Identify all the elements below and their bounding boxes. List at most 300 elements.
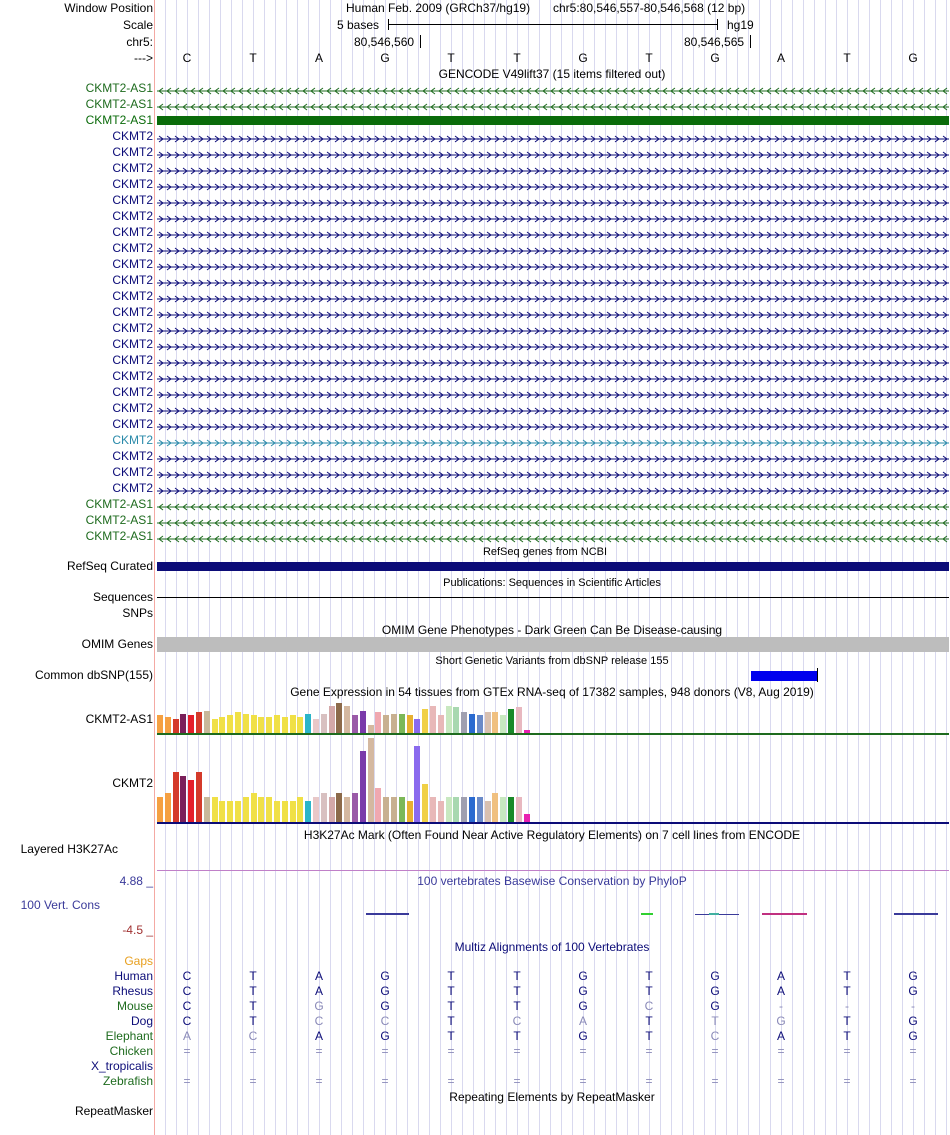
gencode-row-label[interactable]: CKMT2 xyxy=(112,129,153,143)
gencode-row-label[interactable]: CKMT2 xyxy=(112,465,153,479)
gtex-ckmt2-tissue-bar[interactable] xyxy=(329,797,335,822)
gtex-ckmt2-tissue-bar[interactable] xyxy=(438,801,444,822)
gencode-row-label[interactable]: CKMT2 xyxy=(112,193,153,207)
species-label[interactable]: Rhesus xyxy=(112,984,153,998)
scale-label: Scale xyxy=(122,18,153,32)
alignment-base: T xyxy=(249,1014,257,1028)
gtex-ckmt2-as1-tissue-bar[interactable] xyxy=(227,715,233,733)
gtex-ckmt2-tissue-bar[interactable] xyxy=(360,751,366,822)
gtex-ckmt2-as1-tissue-bar[interactable] xyxy=(344,706,350,733)
gencode-transcript[interactable] xyxy=(157,404,949,412)
gtex-ckmt2-tissue-bar[interactable] xyxy=(251,793,257,822)
alignment-base: = xyxy=(447,1044,455,1058)
coord-left-tick xyxy=(420,35,421,48)
gtex-ckmt2-as1-tissue-bar[interactable] xyxy=(258,717,264,733)
alignment-base: = xyxy=(447,1074,455,1088)
gtex-ckmt2-tissue-bar[interactable] xyxy=(212,797,218,822)
strand-arrows xyxy=(157,87,949,95)
sequences-label[interactable]: Sequences xyxy=(92,590,153,604)
alignment-base: C xyxy=(710,1029,720,1043)
gencode-row-label[interactable]: CKMT2 xyxy=(112,241,153,255)
strand-arrows xyxy=(157,407,949,415)
gencode-transcript[interactable] xyxy=(157,244,949,252)
strand-arrows xyxy=(157,311,949,319)
gtex-ckmt2-as1-tissue-bar[interactable] xyxy=(266,717,272,733)
species-label[interactable]: Mouse xyxy=(116,999,153,1013)
alignment-base: = xyxy=(711,1074,719,1088)
alignment-base: - xyxy=(845,999,849,1013)
h3k27ac-title[interactable]: H3K27Ac Mark (Often Found Near Active Regulatory Elements) on 7 cell lines from ENCODE xyxy=(303,828,801,842)
repeatmasker-label[interactable]: RepeatMasker xyxy=(74,1104,153,1118)
gtex-ckmt2-tissue-bar[interactable] xyxy=(524,814,530,822)
gencode-row-label[interactable]: CKMT2 xyxy=(112,225,153,239)
gencode-row-label[interactable]: CKMT2-AS1 xyxy=(85,497,153,511)
gtex-ckmt2-tissue-bar[interactable] xyxy=(492,793,498,822)
multiz-title[interactable]: Multiz Alignments of 100 Vertebrates xyxy=(454,940,650,954)
strand-arrows xyxy=(157,215,949,223)
gtex-ckmt2-as1-tissue-bar[interactable] xyxy=(290,715,296,733)
gtex-ckmt2-tissue-bar[interactable] xyxy=(196,772,202,822)
gencode-row-label[interactable]: CKMT2 xyxy=(112,401,153,415)
strand-arrows xyxy=(157,151,949,159)
strand-arrows xyxy=(157,471,949,479)
alignment-base: C xyxy=(314,1014,324,1028)
gtex-ckmt2-as1-tissue-bar[interactable] xyxy=(336,703,342,733)
gtex-ckmt2-tissue-bar[interactable] xyxy=(290,801,296,822)
alignment-base: T xyxy=(447,984,455,998)
gtex-ckmt2-tissue-bar[interactable] xyxy=(422,784,428,822)
gtex-ckmt2-as1-tissue-bar[interactable] xyxy=(219,717,225,733)
gtex-ckmt2-tissue-bar[interactable] xyxy=(297,797,303,822)
alignment-base: = xyxy=(909,1044,917,1058)
publications-line xyxy=(157,597,949,598)
gtex-ckmt2-as1-tissue-bar[interactable] xyxy=(173,719,179,733)
alignment-base: T xyxy=(645,1014,653,1028)
alignment-base: G xyxy=(380,1029,390,1043)
gencode-transcript[interactable] xyxy=(157,500,949,508)
repeatmasker-title[interactable]: Repeating Elements by RepeatMasker xyxy=(449,1090,655,1104)
gtex-ckmt2-as1-tissue-bar[interactable] xyxy=(508,709,514,733)
alignment-base: = xyxy=(315,1074,323,1088)
dbsnp-label[interactable]: Common dbSNP(155) xyxy=(34,668,153,682)
base-letter: T xyxy=(249,51,257,65)
strand-arrows xyxy=(157,295,949,303)
chr-label: chr5: xyxy=(126,35,153,49)
alignment-base: T xyxy=(513,999,521,1013)
position-text: chr5:80,546,557-80,546,568 (12 bp) xyxy=(553,1,746,15)
gtex-ckmt2-as1-tissue-bar[interactable] xyxy=(485,712,491,733)
snps-label[interactable]: SNPs xyxy=(122,606,153,620)
alignment-base: G xyxy=(578,999,588,1013)
gtex-ckmt2-tissue-bar[interactable] xyxy=(282,801,288,822)
gencode-transcript[interactable] xyxy=(157,196,949,204)
gencode-transcript[interactable] xyxy=(157,132,949,140)
gtex-ckmt2-tissue-bar[interactable] xyxy=(453,797,459,822)
species-label[interactable]: Dog xyxy=(130,1014,153,1028)
gtex-ckmt2-tissue-bar[interactable] xyxy=(383,797,389,822)
phylop-signal-1 xyxy=(366,913,409,915)
h3k27ac-label[interactable]: Layered H3K27Ac xyxy=(20,842,118,856)
refseq-title[interactable]: RefSeq genes from NCBI xyxy=(482,546,608,558)
alignment-base: C xyxy=(182,999,192,1013)
gencode-transcript[interactable] xyxy=(157,452,949,460)
gtex-ckmt2-tissue-bar[interactable] xyxy=(446,797,452,822)
gencode-row-label[interactable]: CKMT2 xyxy=(112,305,153,319)
gtex-ckmt2-tissue-bar[interactable] xyxy=(508,797,514,822)
gencode-row-label[interactable]: CKMT2 xyxy=(112,145,153,159)
gencode-transcript[interactable] xyxy=(157,84,949,92)
species-label[interactable]: Chicken xyxy=(109,1044,153,1058)
phylop-signal-4 xyxy=(709,913,719,915)
gencode-transcript[interactable] xyxy=(157,484,949,492)
strand-arrows xyxy=(157,263,949,271)
alignment-base: C xyxy=(512,1014,522,1028)
omim-title[interactable]: OMIM Gene Phenotypes - Dark Green Can Be Disease-causing xyxy=(381,623,723,637)
gtex-ckmt2-as1-tissue-bar[interactable] xyxy=(368,725,374,733)
gencode-transcript[interactable] xyxy=(157,276,949,284)
publications-title[interactable]: Publications: Sequences in Scientific Articles xyxy=(443,577,661,589)
gtex-ckmt2-tissue-bar[interactable] xyxy=(352,793,358,822)
gtex-ckmt2-tissue-bar[interactable] xyxy=(258,797,264,822)
gtex-ckmt2-tissue-bar[interactable] xyxy=(313,797,319,822)
gtex-ckmt2-tissue-bar[interactable] xyxy=(243,797,249,822)
gencode-transcript[interactable] xyxy=(157,532,949,540)
alignment-base: = xyxy=(579,1074,587,1088)
strand-arrows xyxy=(157,231,949,239)
gtex-ckmt2-tissue-bar[interactable] xyxy=(157,797,163,822)
gtex-ckmt2-as1-tissue-bar[interactable] xyxy=(157,715,163,733)
strand-arrows xyxy=(157,423,949,431)
gencode-row-label[interactable]: CKMT2 xyxy=(112,337,153,351)
gtex-ckmt2-as1-tissue-bar[interactable] xyxy=(461,712,467,733)
gencode-row-label[interactable]: CKMT2 xyxy=(112,417,153,431)
alignment-base: = xyxy=(645,1044,653,1058)
alignment-base: G xyxy=(908,984,918,998)
gtex-ckmt2-as1-label[interactable]: CKMT2-AS1 xyxy=(85,712,153,726)
gtex-ckmt2-as1-tissue-bar[interactable] xyxy=(422,709,428,733)
gencode-row-label[interactable]: CKMT2-AS1 xyxy=(85,97,153,111)
gencode-title[interactable]: GENCODE V49lift37 (15 items filtered out) xyxy=(438,67,666,81)
alignment-base: = xyxy=(843,1074,851,1088)
alignment-base: T xyxy=(843,984,851,998)
gencode-transcript[interactable] xyxy=(157,212,949,220)
dbsnp-title[interactable]: Short Genetic Variants from dbSNP release 155 xyxy=(435,655,669,667)
alignment-base: C xyxy=(182,984,192,998)
omim-label[interactable]: OMIM Genes xyxy=(81,637,153,651)
alignment-base: = xyxy=(513,1044,521,1058)
base-letter: A xyxy=(314,51,323,65)
alignment-base: A xyxy=(314,984,323,998)
alignment-base: A xyxy=(776,969,785,983)
strand-label[interactable]: ---> xyxy=(134,51,153,65)
alignment-base: = xyxy=(381,1074,389,1088)
gtex-ckmt2-as1-tissue-bar[interactable] xyxy=(383,715,389,733)
base-letter: T xyxy=(513,51,521,65)
gtex-ckmt2-as1-tissue-bar[interactable] xyxy=(492,712,498,733)
db-text: hg19 xyxy=(727,18,754,32)
gencode-transcript[interactable] xyxy=(157,324,949,332)
gtex-ckmt2-as1-tissue-bar[interactable] xyxy=(352,715,358,733)
alignment-base: G xyxy=(710,999,720,1013)
gtex-ckmt2-as1-tissue-bar[interactable] xyxy=(321,714,327,733)
gaps-label[interactable]: Gaps xyxy=(124,954,153,968)
gencode-row-label[interactable]: CKMT2 xyxy=(112,385,153,399)
alignment-base: C xyxy=(644,999,654,1013)
coord-right: 80,546,565 xyxy=(684,35,745,49)
strand-arrows xyxy=(157,535,949,543)
alignment-base: T xyxy=(447,1029,455,1043)
phylop-label[interactable]: 100 Vert. Cons xyxy=(20,898,100,912)
gtex-ckmt2-tissue-bar[interactable] xyxy=(477,797,483,822)
gtex-ckmt2-tissue-bar[interactable] xyxy=(391,797,397,822)
gtex-ckmt2-tissue-bar[interactable] xyxy=(336,793,342,822)
gencode-transcript[interactable] xyxy=(157,228,949,236)
alignment-base: T xyxy=(249,969,257,983)
gencode-row-label[interactable]: CKMT2 xyxy=(112,273,153,287)
alignment-base: T xyxy=(447,969,455,983)
gtex-ckmt2-tissue-bar[interactable] xyxy=(461,797,467,822)
alignment-base: = xyxy=(183,1074,191,1088)
gtex-ckmt2-as1-tissue-bar[interactable] xyxy=(399,714,405,733)
alignment-base: C xyxy=(182,969,192,983)
species-label[interactable]: Zebrafish xyxy=(102,1074,153,1088)
scale-bar-right-tick xyxy=(717,19,718,30)
gencode-row-label[interactable]: CKMT2 xyxy=(112,369,153,383)
alignment-base: C xyxy=(248,1029,258,1043)
alignment-base: T xyxy=(711,1014,719,1028)
gtex-ckmt2-tissue-bar[interactable] xyxy=(375,788,381,822)
omim-bar[interactable] xyxy=(157,637,949,652)
alignment-base: = xyxy=(909,1074,917,1088)
gtex-ckmt2-tissue-bar[interactable] xyxy=(235,801,241,822)
gtex-ckmt2-tissue-bar[interactable] xyxy=(219,801,225,822)
gtex-ckmt2-as1-tissue-bar[interactable] xyxy=(446,706,452,733)
gtex-ckmt2-as1-tissue-bar[interactable] xyxy=(235,712,241,733)
alignment-base: = xyxy=(711,1044,719,1058)
gtex-ckmt2-as1-tissue-bar[interactable] xyxy=(305,714,311,733)
gtex-ckmt2-label[interactable]: CKMT2 xyxy=(112,776,153,790)
gtex-ckmt2-as1-tissue-bar[interactable] xyxy=(188,715,194,733)
gtex-title[interactable]: Gene Expression in 54 tissues from GTEx RNA-seq of 17382 samples, 948 donors (V8, Aug 2019) xyxy=(290,685,814,699)
base-letter: T xyxy=(645,51,653,65)
gtex-ckmt2-tissue-bar[interactable] xyxy=(305,801,311,822)
base-letter: G xyxy=(710,51,720,65)
alignment-base: A xyxy=(314,1029,323,1043)
gencode-transcript[interactable] xyxy=(157,372,949,380)
alignment-base: = xyxy=(183,1044,191,1058)
gencode-transcript[interactable] xyxy=(157,308,949,316)
alignment-base: A xyxy=(776,984,785,998)
strand-arrows xyxy=(157,183,949,191)
gtex-ckmt2-tissue-bar[interactable] xyxy=(368,738,374,822)
base-letter: T xyxy=(447,51,455,65)
alignment-base: G xyxy=(380,969,390,983)
gencode-transcript[interactable] xyxy=(157,180,949,188)
gtex-ckmt2-as1-tissue-bar[interactable] xyxy=(414,719,420,733)
gtex-ckmt2-as1-tissue-bar[interactable] xyxy=(430,706,436,733)
gencode-transcript[interactable] xyxy=(157,164,949,172)
gencode-row-label[interactable]: CKMT2 xyxy=(112,449,153,463)
gtex-ckmt2-as1-tissue-bar[interactable] xyxy=(196,712,202,733)
gencode-row-label[interactable]: CKMT2 xyxy=(112,257,153,271)
gtex-ckmt2-tissue-bar[interactable] xyxy=(321,793,327,822)
gencode-row-label[interactable]: CKMT2 xyxy=(112,321,153,335)
species-label[interactable]: Elephant xyxy=(105,1029,153,1043)
gtex-ckmt2-as1-tissue-bar[interactable] xyxy=(274,715,280,733)
gtex-ckmt2-as1-tissue-bar[interactable] xyxy=(391,714,397,733)
refseq-bar[interactable] xyxy=(157,562,949,571)
alignment-base: = xyxy=(249,1074,257,1088)
strand-arrows xyxy=(157,359,949,367)
alignment-base: G xyxy=(380,999,390,1013)
strand-arrows xyxy=(157,247,949,255)
alignment-base: G xyxy=(908,1014,918,1028)
gtex-ckmt2-as1-tissue-bar[interactable] xyxy=(243,714,249,733)
gencode-transcript[interactable] xyxy=(157,388,949,396)
gtex-ckmt2-tissue-bar[interactable] xyxy=(204,797,210,822)
window-position-label: Window Position xyxy=(64,1,153,15)
gtex-ckmt2-tissue-bar[interactable] xyxy=(469,797,475,822)
alignment-base: = xyxy=(315,1044,323,1058)
gencode-row-label[interactable]: CKMT2-AS1 xyxy=(85,529,153,543)
gencode-transcript[interactable] xyxy=(157,340,949,348)
phylop-signal-2 xyxy=(641,913,653,915)
gtex-ckmt2-tissue-bar[interactable] xyxy=(485,801,491,822)
alignment-base: T xyxy=(513,984,521,998)
gtex-ckmt2-as1-baseline xyxy=(157,733,949,735)
scale-bar xyxy=(388,24,718,25)
base-letter: T xyxy=(843,51,851,65)
h3k27ac-baseline xyxy=(157,870,949,871)
gencode-row-label[interactable]: CKMT2 xyxy=(112,289,153,303)
gtex-ckmt2-as1-tissue-bar[interactable] xyxy=(165,717,171,733)
gtex-ckmt2-tissue-bar[interactable] xyxy=(165,793,171,822)
alignment-base: G xyxy=(908,969,918,983)
gtex-ckmt2-as1-tissue-bar[interactable] xyxy=(360,711,366,733)
gencode-row-label[interactable]: CKMT2 xyxy=(112,177,153,191)
gencode-row-label[interactable]: CKMT2 xyxy=(112,209,153,223)
gencode-row-label[interactable]: CKMT2-AS1 xyxy=(85,113,153,127)
alignment-base: T xyxy=(447,999,455,1013)
gencode-transcript[interactable] xyxy=(157,436,949,444)
gtex-ckmt2-as1-tissue-bar[interactable] xyxy=(313,719,319,733)
gtex-ckmt2-tissue-bar[interactable] xyxy=(414,746,420,822)
alignment-base: A xyxy=(182,1029,191,1043)
phylop-signal-6 xyxy=(894,913,938,915)
gencode-row-label[interactable]: CKMT2 xyxy=(112,161,153,175)
gtex-ckmt2-as1-tissue-bar[interactable] xyxy=(477,715,483,733)
gencode-transcript[interactable] xyxy=(157,148,949,156)
refseq-label[interactable]: RefSeq Curated xyxy=(66,559,153,573)
phylop-max: 4.88 _ xyxy=(119,874,153,888)
coord-right-tick xyxy=(750,35,751,48)
gencode-transcript[interactable] xyxy=(157,260,949,268)
gtex-ckmt2-tissue-bar[interactable] xyxy=(266,797,272,822)
gtex-ckmt2-as1-tissue-bar[interactable] xyxy=(375,712,381,733)
alignment-base: T xyxy=(843,1029,851,1043)
alignment-base: G xyxy=(578,1029,588,1043)
dbsnp-feature[interactable] xyxy=(751,671,817,681)
gencode-row-label[interactable]: CKMT2 xyxy=(112,481,153,495)
gtex-ckmt2-as1-tissue-bar[interactable] xyxy=(204,711,210,733)
alignment-base: = xyxy=(513,1074,521,1088)
strand-arrows xyxy=(157,343,949,351)
alignment-base: T xyxy=(843,1014,851,1028)
gencode-transcript[interactable] xyxy=(157,356,949,364)
gtex-ckmt2-as1-tissue-bar[interactable] xyxy=(516,707,522,733)
gtex-ckmt2-tissue-bar[interactable] xyxy=(173,772,179,822)
gtex-ckmt2-as1-tissue-bar[interactable] xyxy=(212,719,218,733)
dbsnp-feature-end xyxy=(817,668,818,682)
gencode-transcript[interactable] xyxy=(157,100,949,108)
alignment-base: T xyxy=(513,1029,521,1043)
gtex-ckmt2-as1-tissue-bar[interactable] xyxy=(297,717,303,733)
alignment-base: G xyxy=(908,1029,918,1043)
alignment-base: = xyxy=(579,1044,587,1058)
gencode-transcript[interactable] xyxy=(157,516,949,524)
alignment-base: C xyxy=(182,1014,192,1028)
gencode-transcript[interactable] xyxy=(157,292,949,300)
strand-arrows xyxy=(157,391,949,399)
gencode-row-label[interactable]: CKMT2-AS1 xyxy=(85,81,153,95)
gtex-ckmt2-as1-tissue-bar[interactable] xyxy=(500,715,506,733)
strand-arrows xyxy=(157,375,949,383)
gtex-ckmt2-as1-tissue-bar[interactable] xyxy=(329,706,335,733)
gencode-transcript[interactable] xyxy=(157,116,949,125)
gtex-ckmt2-tissue-bar[interactable] xyxy=(344,797,350,822)
gtex-ckmt2-as1-tissue-bar[interactable] xyxy=(407,715,413,733)
gtex-ckmt2-tissue-bar[interactable] xyxy=(180,776,186,822)
gencode-row-label[interactable]: CKMT2-AS1 xyxy=(85,513,153,527)
alignment-base: G xyxy=(578,984,588,998)
alignment-base: G xyxy=(710,984,720,998)
gtex-ckmt2-tissue-bar[interactable] xyxy=(274,801,280,822)
gtex-ckmt2-as1-tissue-bar[interactable] xyxy=(251,715,257,733)
gtex-ckmt2-as1-tissue-bar[interactable] xyxy=(438,715,444,733)
phylop-title[interactable]: 100 vertebrates Basewise Conservation by PhyloP xyxy=(417,874,687,888)
strand-arrows xyxy=(157,103,949,111)
gtex-ckmt2-as1-tissue-bar[interactable] xyxy=(453,707,459,733)
gtex-ckmt2-tissue-bar[interactable] xyxy=(188,780,194,822)
base-letter: C xyxy=(182,51,192,65)
alignment-base: T xyxy=(645,969,653,983)
gtex-ckmt2-as1-tissue-bar[interactable] xyxy=(180,714,186,733)
alignment-base: T xyxy=(843,969,851,983)
gtex-ckmt2-tissue-bar[interactable] xyxy=(407,801,413,822)
gtex-ckmt2-tissue-bar[interactable] xyxy=(227,801,233,822)
strand-arrows xyxy=(157,327,949,335)
gtex-ckmt2-as1-tissue-bar[interactable] xyxy=(282,717,288,733)
gtex-ckmt2-tissue-bar[interactable] xyxy=(516,797,522,822)
gtex-ckmt2-as1-tissue-bar[interactable] xyxy=(469,714,475,733)
alignment-base: T xyxy=(645,984,653,998)
gtex-ckmt2-tissue-bar[interactable] xyxy=(500,797,506,822)
alignment-base: G xyxy=(380,984,390,998)
gencode-transcript[interactable] xyxy=(157,420,949,428)
gtex-ckmt2-tissue-bar[interactable] xyxy=(399,797,405,822)
gtex-ckmt2-tissue-bar[interactable] xyxy=(430,797,436,822)
alignment-base: G xyxy=(776,1014,786,1028)
gencode-row-label[interactable]: CKMT2 xyxy=(112,433,153,447)
species-label[interactable]: Human xyxy=(114,969,153,983)
alignment-base: T xyxy=(645,1029,653,1043)
gencode-transcript[interactable] xyxy=(157,468,949,476)
alignment-base: = xyxy=(843,1044,851,1058)
strand-arrows xyxy=(157,455,949,463)
species-label[interactable]: X_tropicalis xyxy=(90,1059,153,1073)
gencode-row-label[interactable]: CKMT2 xyxy=(112,353,153,367)
scale-bar-left-tick xyxy=(388,19,389,30)
